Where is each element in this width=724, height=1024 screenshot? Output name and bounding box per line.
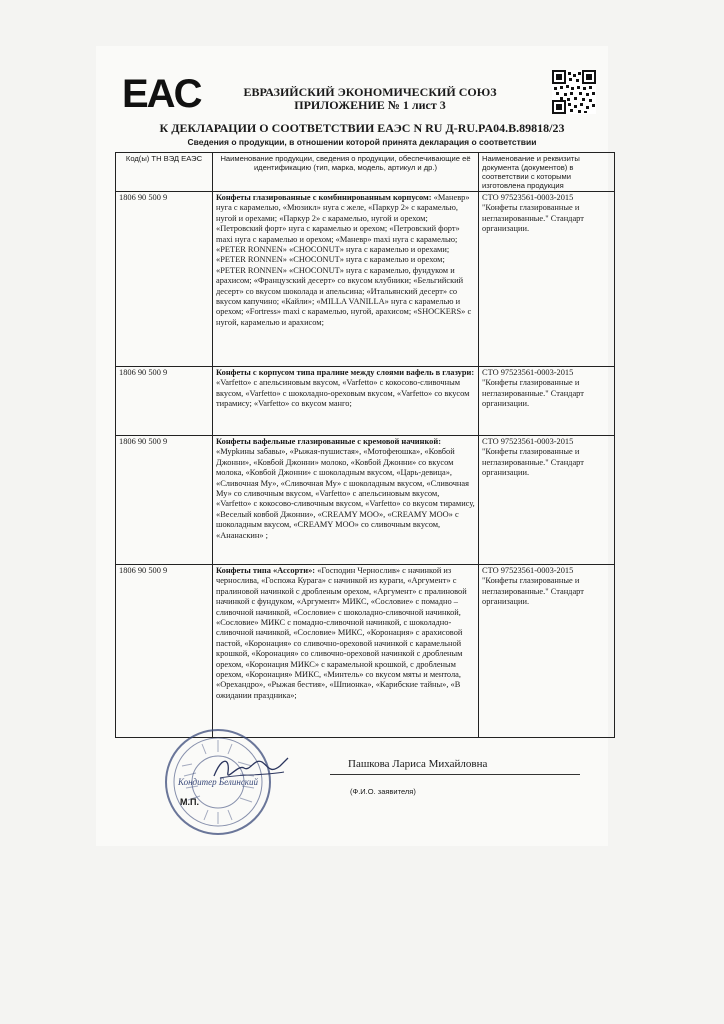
row-document: СТО 97523561-0003-2015 "Конфеты глазированные и неглазированные." Стандарт организации. — [479, 436, 615, 565]
stamp-label: М.П. — [180, 797, 199, 807]
row-code: 1806 90 500 9 — [116, 192, 213, 367]
row-product-category: Конфеты типа «Ассорти»: — [216, 566, 316, 575]
row-code: 1806 90 500 9 — [116, 436, 213, 565]
qr-code-icon — [552, 70, 596, 114]
table-row — [116, 192, 615, 367]
row-product-category: Конфеты вафельные глазированные с кремовой начинкой: — [216, 437, 441, 446]
column-header-name: Наименование продукции, сведения о продукции, обеспечивающие её идентификацию (тип, марка, модель, артикул и др.) — [213, 153, 479, 192]
row-product-list: «Мурkины забавы», «Рыжая-пушистая», «Мотофеюшка», «Ковбой Джонни», «Ковбой Джонни» молоко, «Ковбой Джонни» со вкусом молока, «Ковбой Джонни» с шоколадным вкусом, «Царь-девица», «Сливочная Му», «Сливочная Му» с шоколадным вкусом, «Сливочная Му» со сливочным вкусом, «Varfetto» с апельсиновым вкусом, «Varfetto» с кокосово-сливочным вкусом, «Varfetto» со вкусом тирамису, «Веселый ковбой Джонни», «CREAMY MOO», «CREAMY MOO» с шоколадным вкусом, «CREAMY MOO» со сливочным вкусом, «Ананаскин» ; — [216, 447, 475, 540]
product-table — [115, 152, 615, 738]
row-product-category: Конфеты с корпусом типа пралине между слоями вафель в глазури: — [216, 368, 475, 377]
column-header-code: Код(ы) ТН ВЭД ЕАЭС — [116, 153, 213, 192]
declaration-subtitle: Сведения о продукции, в отношении которой принята декларация о соответствии — [187, 137, 537, 147]
table-row — [116, 565, 615, 738]
row-product-list: «Маневр» нуга с карамелью, «Мюзикл» нуга с желе, «Паркур 2» с карамелью, нугой и орехами; «Паркур 2» с карамелью, нугой и орехом; «Петровский форт» нуга с карамелью и орехом; «Петровский форт» maxi нуга с карамелью и орехом; «Маневр» maxi нуга с карамелью; «PETER RONNEN» «CHOCONUT» нуга с карамелью и орехами; «PETER RONNEN» «CHOCONUT» нуга с карамелью и орехом; «PETER RONNEN» «CHOCONUT» нуга с карамелью, фундуком и арахисом; «Французский десерт» со вкусом клубники; «Бельгийский десерт» со вкусом шоколада и апельсина; «Итальянский десерт» со вкусом капучино; «Кайли»; «MILLA VANILLA» нуга с карамелью и орехом; «Fortress» maxi с карамелью, нугой, арахисом; «SHOCKERS» с нугой, карамелью и арахисом; — [216, 193, 472, 327]
row-product-category: Конфеты глазированные с комбинированным корпусом: — [216, 193, 432, 202]
row-code: 1806 90 500 9 — [116, 367, 213, 436]
row-document: СТО 97523561-0003-2015 "Конфеты глазированные и неглазированные." Стандарт организации. — [479, 192, 615, 367]
row-document: СТО 97523561-0003-2015 "Конфеты глазированные и неглазированные." Стандарт организации. — [479, 367, 615, 436]
row-product-name — [213, 192, 479, 367]
row-product-name — [213, 436, 479, 565]
row-document: СТО 97523561-0003-2015 "Конфеты глазированные и неглазированные." Стандарт организации. — [479, 565, 615, 738]
annex-title: ПРИЛОЖЕНИЕ № 1 лист 3 — [294, 98, 446, 112]
column-header-document: Наименование и реквизиты документа (документов) в соответствии с которыми изготовлена продукция — [479, 153, 615, 192]
table-row — [116, 367, 615, 436]
table-row — [116, 436, 615, 565]
union-name: ЕВРАЗИЙСКИЙ ЭКОНОМИЧЕСКИЙ СОЮЗ — [243, 85, 497, 99]
signer-caption: (Ф.И.О. заявителя) — [350, 787, 416, 796]
row-product-name — [213, 367, 479, 436]
row-product-list: «Varfetto» с апельсиновым вкусом, «Varfetto» с кокосово-сливочным вкусом, «Varfetto» с шоколадно-ореховым вкусом, «Varfetto» со вкусом тирамису; «Varfetto» со вкусом манго; — [216, 378, 470, 409]
signature-line — [330, 774, 580, 775]
table-header-row — [116, 153, 615, 192]
signature — [210, 748, 290, 788]
eac-logo: EAC — [122, 72, 201, 116]
stamp-text: Кондитер Белинский — [177, 777, 259, 787]
row-product-name — [213, 565, 479, 738]
row-product-list: «Господин Чернослив» с начинкой из чернослива, «Госпожа Курага» с начинкой из кураги, «Аргумент» с пралиновой начинкой с дробленым орехом, «Аргумент» с пралиновой начинкой с фундуком, «Аргумент» МИКС, «Сословие» с помадно – сливочной начинкой, «Сословие» с шоколадно-сливочной начинкой, «Сословие» МИКС с помадно-сливочной начинкой, с шоколадно-сливочной начинкой, «Сословие» МИКС, «Коронация» с арахисовой пастой, «Коронация» со сливочно-ореховой начинкой с карамельной крошкой, «Коронация» со сливочно-ореховой начинкой с дробленым орехом, «Коронация МИКС» с карамельной крошкой, с дробленым орехом, «Коронация» МИКС, «Минтель» со вкусом мяты и ментола, «Орехандро», «Рыжая бестия», «Шпионка», «Карибские тайны», «В ожидании праздника»; — [216, 566, 467, 700]
declaration-title: К ДЕКЛАРАЦИИ О СООТВЕТСТВИИ ЕАЭС N RU Д-RU.PA04.B.89818/23 — [159, 121, 565, 135]
row-code: 1806 90 500 9 — [116, 565, 213, 738]
signer-name: Пашкова Лариса Михайловна — [348, 758, 488, 770]
